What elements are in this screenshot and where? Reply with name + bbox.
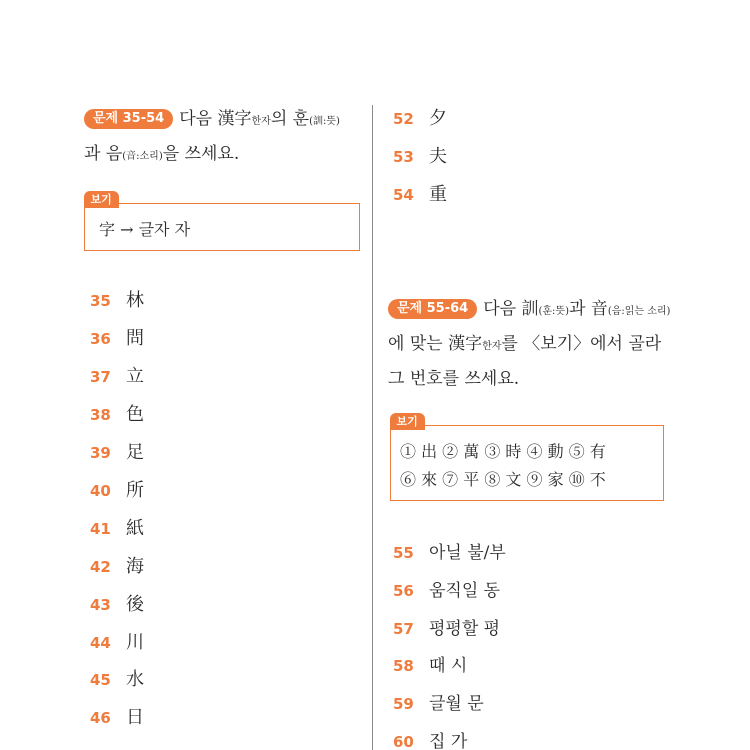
question-hanja: 水 [126, 669, 144, 690]
instruction-text: 의 훈 [270, 109, 310, 129]
question-hanja: 紙 [126, 518, 144, 539]
example-choices-row: ① 出 ② 萬 ③ 時 ④ 動 ⑤ 有 [400, 442, 606, 461]
question-number: 36 [90, 330, 111, 348]
example-label: 보기 [390, 413, 425, 430]
question-hanja: 所 [126, 480, 144, 501]
instruction-35-54 [84, 103, 369, 173]
question-number: 57 [393, 620, 414, 638]
question-number: 43 [90, 596, 111, 614]
question-hanja: 色 [126, 404, 144, 425]
instruction-text: 을 쓰세요. [162, 144, 240, 164]
instruction-gloss: (음:읽는 소리) [607, 306, 671, 317]
question-number: 41 [90, 520, 111, 538]
instruction-text: 과 음 [84, 144, 123, 164]
question-number: 58 [393, 657, 414, 675]
example-box [84, 193, 360, 251]
question-meaning: 움직일 동 [429, 581, 501, 601]
instruction-gloss: (音:소리) [122, 151, 163, 162]
question-meaning: 집 가 [429, 732, 468, 750]
instruction-text: 과 音 [568, 299, 608, 319]
question-hanja: 海 [126, 556, 144, 577]
question-number: 39 [90, 444, 111, 462]
instruction-text: 를 〈보기〉에서 골라 그 번호를 쓰세요. [388, 334, 662, 389]
question-number: 35 [90, 292, 111, 310]
question-number: 53 [393, 148, 414, 166]
question-number: 46 [90, 709, 111, 727]
question-meaning: 때 시 [429, 656, 468, 676]
question-hanja: 川 [126, 632, 144, 653]
question-meaning: 아닐 불/부 [429, 543, 506, 563]
example-choices [400, 438, 606, 494]
instruction-55-64 [388, 293, 673, 396]
question-number: 60 [393, 733, 414, 750]
question-hanja: 問 [126, 328, 144, 349]
question-number: 59 [393, 695, 414, 713]
column-divider [372, 105, 373, 750]
instruction-text: 다음 漢字 [179, 109, 252, 129]
question-hanja: 後 [126, 594, 144, 615]
question-range-badge: 문제 35-54 [84, 109, 173, 129]
question-range-badge: 문제 55-64 [388, 299, 477, 319]
question-hanja: 日 [126, 707, 144, 728]
question-number: 52 [393, 110, 414, 128]
instruction-gloss: 한자 [251, 116, 271, 127]
example-label: 보기 [84, 191, 119, 208]
question-number: 37 [90, 368, 111, 386]
question-hanja: 足 [126, 442, 144, 463]
question-number: 42 [90, 558, 111, 576]
question-hanja: 立 [126, 366, 144, 387]
example-text: 字 → 글자 자 [99, 220, 191, 239]
instruction-gloss: (훈:뜻) [538, 306, 569, 317]
instruction-text: 에 맞는 漢字 [388, 334, 483, 354]
question-number: 38 [90, 406, 111, 424]
instruction-gloss: (訓:뜻) [309, 116, 340, 127]
question-meaning: 평평할 평 [429, 619, 501, 639]
instruction-gloss: 한자 [482, 341, 502, 352]
question-number: 56 [393, 582, 414, 600]
question-hanja: 夫 [429, 146, 447, 167]
example-box [390, 415, 664, 501]
question-hanja: 夕 [429, 108, 447, 129]
question-number: 40 [90, 482, 111, 500]
question-number: 55 [393, 544, 414, 562]
question-hanja: 林 [126, 290, 144, 311]
instruction-text: 다음 訓 [483, 299, 539, 319]
question-number: 45 [90, 671, 111, 689]
question-number: 44 [90, 634, 111, 652]
question-meaning: 글월 문 [429, 694, 484, 714]
question-number: 54 [393, 186, 414, 204]
question-hanja: 重 [429, 184, 447, 205]
example-choices-row: ⑥ 來 ⑦ 平 ⑧ 文 ⑨ 家 ⑩ 不 [400, 470, 606, 489]
